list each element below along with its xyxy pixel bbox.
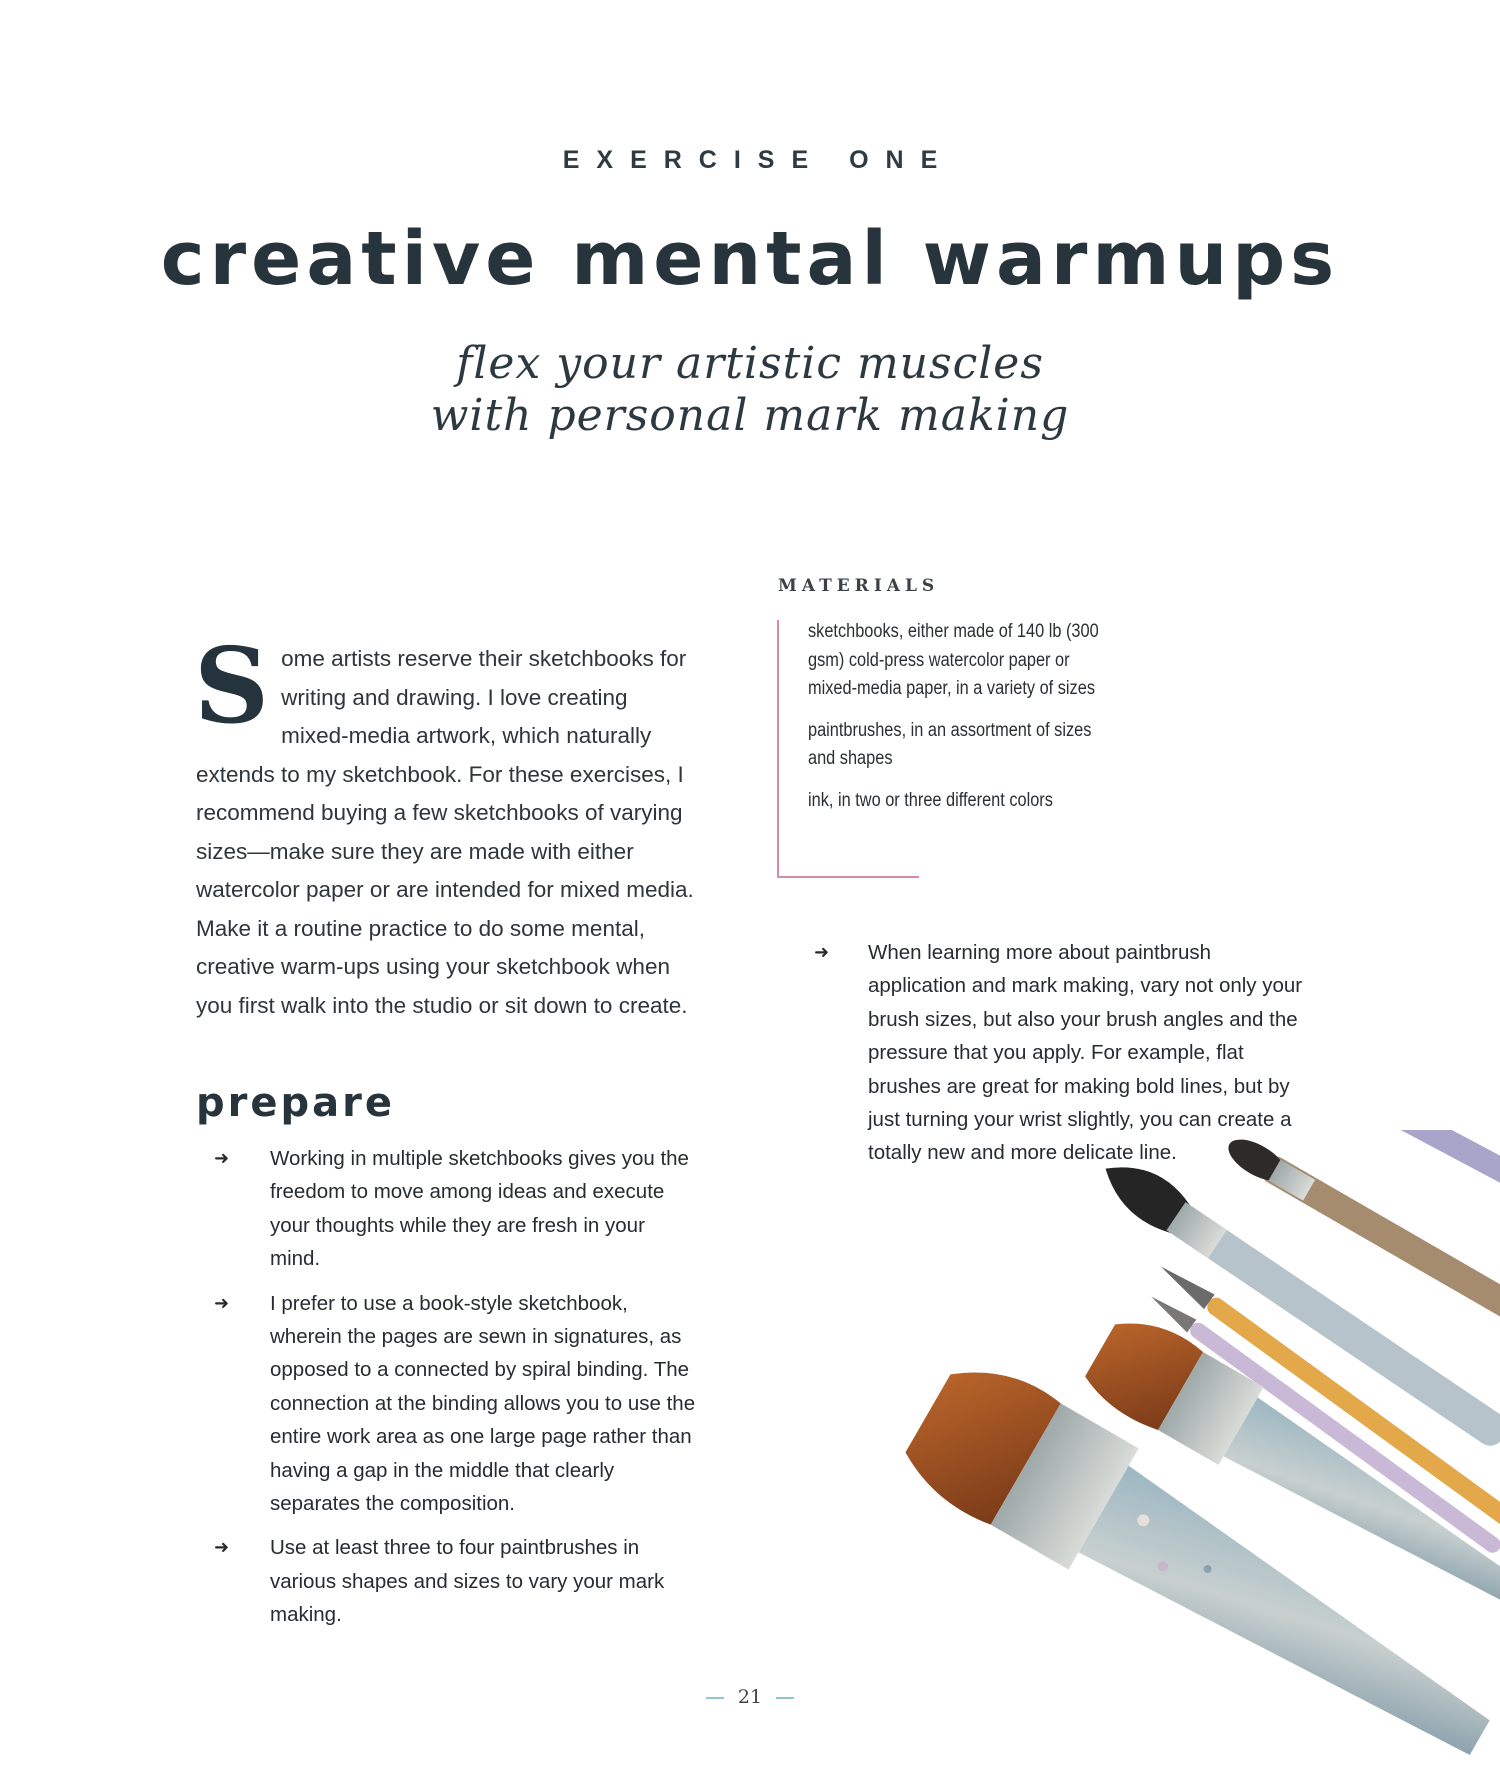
page-number-dash-right [776, 1697, 794, 1699]
list-item-text: Working in multiple sketchbooks gives you the freedom to move among ideas and execute your thoughts while they are fresh in your mind. [270, 1147, 689, 1271]
list-item [210, 1287, 700, 1521]
intro-text: ome artists reserve their sketchbooks for writing and drawing. I love creating mixed-media artwork, which naturally extends to my sketchbook. For these exercises, I recommend buying a few sketchbooks of varying sizes—make sure they are made with either watercolor paper or are intended for mixed media. Make it a routine practice to do some mental, creative warm-ups using your sketchbook when you first walk into the studio or sit down to create. [196, 646, 694, 1018]
materials-item: ink, in two or three different colors [808, 789, 1053, 811]
arrow-icon: ➜ [814, 942, 830, 962]
page-title: creative mental warmups [160, 216, 1340, 302]
page-number [0, 1686, 1500, 1708]
materials-list [808, 618, 1108, 828]
list-item-text: I prefer to use a book-style sketchbook, wherein the pages are sewn in signatures, as opposed to a connected by spiral binding. The connection at the binding allows you to use the entire work area as one large page rather than having a gap in the middle that clearly separates the composition. [270, 1291, 696, 1516]
materials-heading: MATERIALS [778, 576, 940, 596]
page-subtitle [0, 338, 1500, 442]
drop-cap: S [194, 624, 270, 747]
prepare-heading: prepare [196, 1080, 395, 1126]
arrow-icon: ➜ [214, 1292, 230, 1313]
list-item [210, 1142, 700, 1276]
prepare-list [210, 1142, 700, 1643]
intro-paragraph [194, 624, 696, 1025]
list-item-text: Use at least three to four paintbrushes in various shapes and sizes to vary your mark making. [270, 1536, 665, 1627]
exercise-label: EXERCISE ONE [562, 146, 955, 174]
page-number-dash-left [706, 1697, 724, 1699]
page-number-text: 21 [737, 1686, 763, 1708]
subtitle-line-1: flex your artistic muscles [456, 338, 1044, 389]
arrow-icon: ➜ [214, 1148, 230, 1168]
arrow-icon: ➜ [214, 1537, 230, 1558]
subtitle-line-2: with personal mark making [430, 390, 1070, 441]
materials-item: paintbrushes, in an assortment of sizes and shapes [808, 719, 1092, 769]
list-item [210, 1531, 700, 1631]
materials-item: sketchbooks, either made of 140 lb (300 gsm) cold-press watercolor paper or mixed-media paper, in a variety of sizes [808, 621, 1099, 699]
tip-text: When learning more about paintbrush application and mark making, vary not only your brush sizes, but also your brush angles and the pressure that you apply. For example, flat brushes are great for making bold lines, but by just turning your wrist slightly, you can create a totally new and more delicate line. [868, 941, 1303, 1165]
